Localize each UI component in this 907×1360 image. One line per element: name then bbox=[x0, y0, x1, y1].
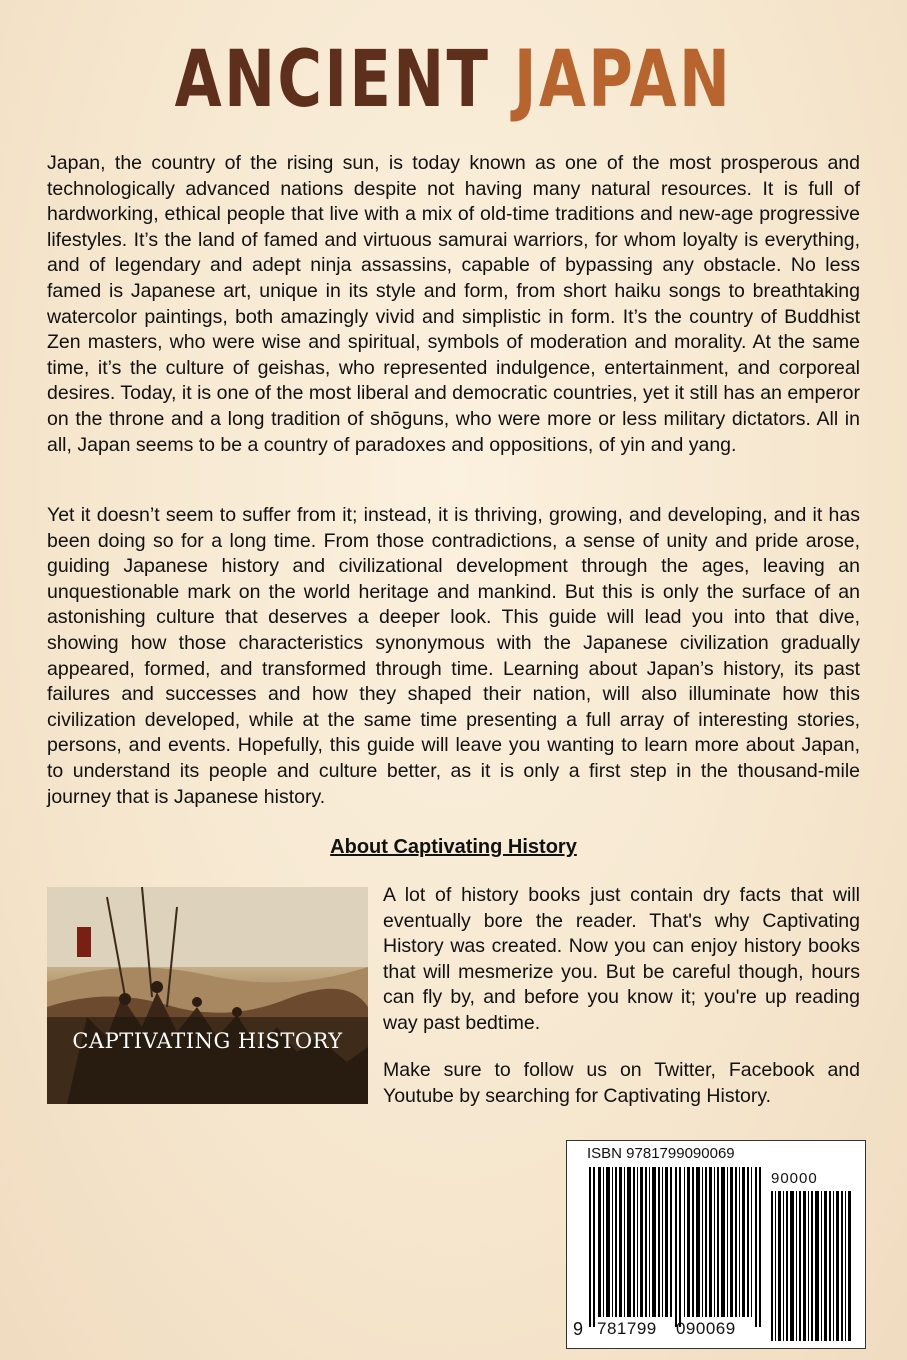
captivating-history-logo: CAPTIVATING HISTORY bbox=[72, 1029, 343, 1053]
barcode-bars bbox=[567, 1141, 865, 1348]
ean-first-digit: 9 bbox=[573, 1319, 584, 1339]
isbn-barcode bbox=[566, 1140, 866, 1349]
book-title bbox=[100, 30, 807, 130]
about-heading: About Captivating History bbox=[330, 836, 577, 858]
book-title-ancient: ANCIENT bbox=[174, 35, 514, 125]
isbn-label: ISBN 9781799090069 bbox=[587, 1145, 735, 1162]
description-paragraph-1: Japan, the country of the rising sun, is today known as one of the most prosperous and technologically advanced nations despite not having many natural resources. It is full of hardworking, ethical people that live with a mix of old-time traditions and new-age progressive lifestyles. It’s the land of famed and virtuous samurai warriors, for whom loyalty is everything, and of legendary and adept ninja assassins, capable of bypassing any obstacle. No less famed is Japanese art, unique in its style and form, from short haiku songs to breathtaking watercolor paintings, both amazingly vivid and simplistic in form. It’s the country of Buddhist Zen masters, who were wise and spiritual, symbols of moderation and morality. At the same time, it’s the culture of geishas, who represented indulgence, entertainment, and corporeal desires. Today, it is one of the most liberal and democratic countries, yet it still has an emperor on the throne and a long tradition of shōguns, who were more or less military dictators. All in all, Japan seems to be a country of paradoxes and oppositions, of yin and yang. bbox=[47, 152, 860, 456]
book-title-japan: JAPAN bbox=[513, 35, 733, 125]
battle-painting-art bbox=[47, 887, 368, 1104]
about-paragraph-2: Make sure to follow us on Twitter, Facebook and Youtube by searching for Captivating History. bbox=[383, 1059, 860, 1107]
ean-digits: 781799 090069 bbox=[597, 1319, 736, 1338]
barcode-addon-number: 90000 bbox=[771, 1170, 818, 1187]
battle-painting-image bbox=[47, 887, 368, 1104]
about-paragraph-1: A lot of history books just contain dry facts that will eventually bore the reader. That's why Captivating History was created. Now you can enjoy history books that will mesmerize you. But be careful though, hours can fly by, and before you know it; you're up reading way past bedtime. bbox=[383, 884, 860, 1034]
description-paragraph-2: Yet it doesn’t seem to suffer from it; instead, it is thriving, growing, and developing, and it has been doing so for a long time. From those contradictions, a sense of unity and pride arose, guiding Japanese history and civilizational development through the ages, leaving an unquestionable mark on the world heritage and mankind. But this is only the surface of an astonishing culture that deserves a deeper look. This guide will lead you into that dive, showing how those characteristics synonymous with the Japanese civilization gradually appeared, formed, and transformed through time. Learning about Japan’s history, its past failures and successes and how they shaped their nation, will also illuminate how this civilization developed, while at the same time presenting a full array of interesting stories, persons, and events. Hopefully, this guide will leave you wanting to learn more about Japan, to understand its people and culture better, as it is only a first step in the thousand-mile journey that is Japanese history. bbox=[47, 504, 860, 808]
